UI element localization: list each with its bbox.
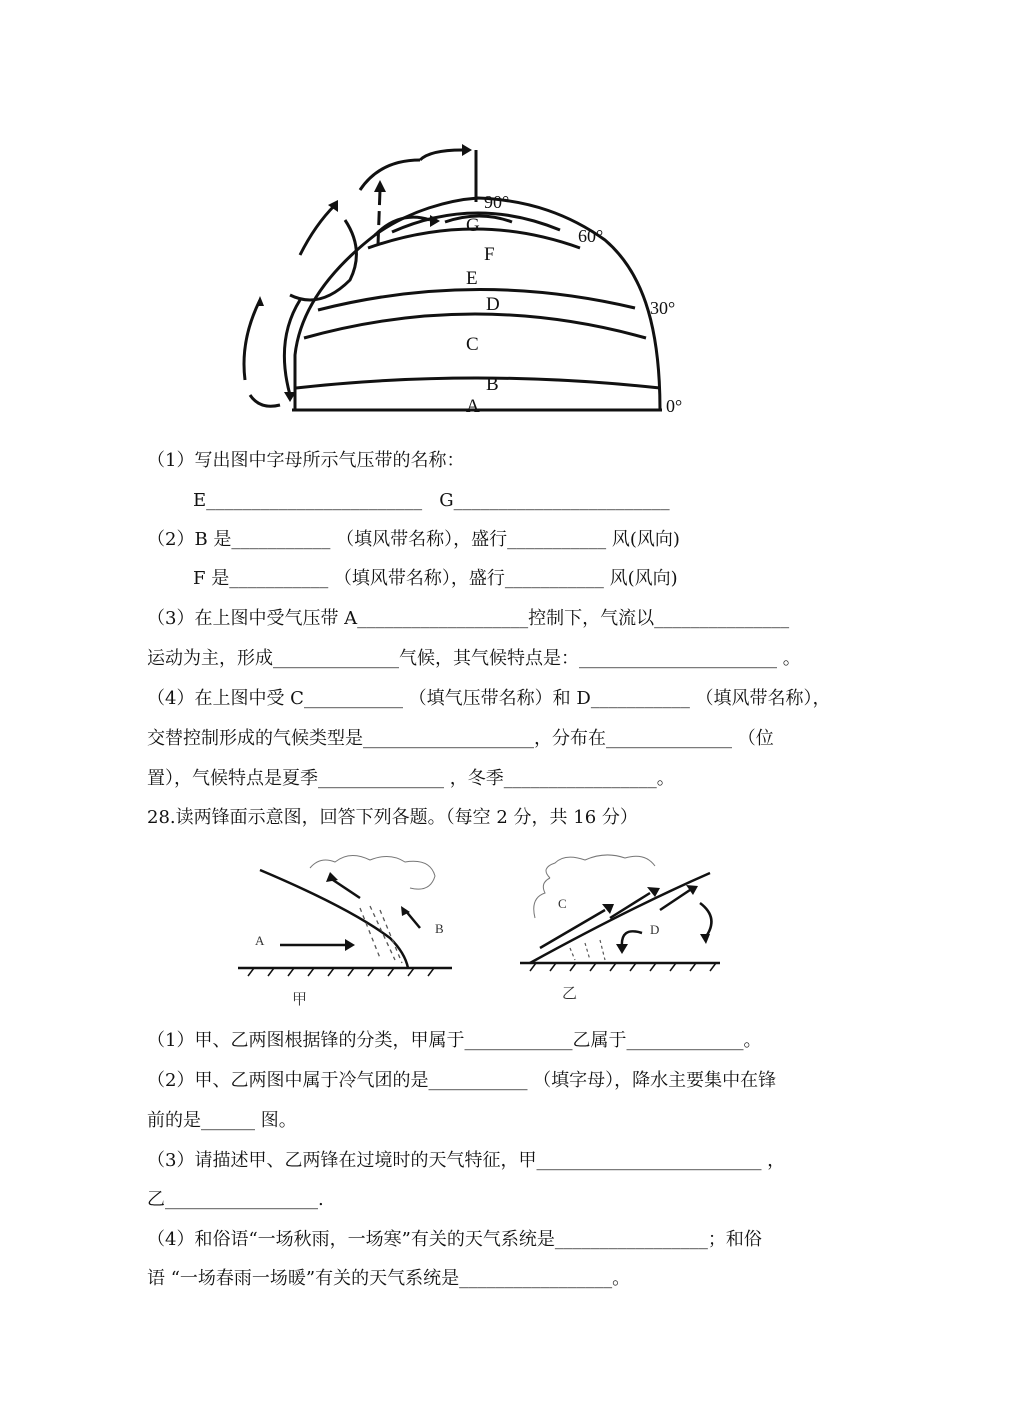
q27-line-4: F 是___________ （填风带名称），盛行___________ 风(风向) (193, 568, 678, 589)
circulation-arrow (420, 150, 462, 160)
arrow-d-curve (700, 903, 711, 938)
q28-line-1: （1）甲、乙两图根据锋的分类，甲属于____________乙属于_____________。 (147, 1030, 762, 1051)
label-c: C (558, 896, 567, 911)
band-line (318, 289, 635, 310)
cloud-left (310, 855, 435, 889)
band-line (296, 378, 660, 388)
zone-label-d: D (486, 294, 500, 315)
cloud-right (534, 855, 655, 918)
q27-line-3: （2）B 是___________ （填风带名称），盛行___________ 风(风向) (147, 529, 680, 550)
q27-line-7: （4）在上图中受 C___________ （填气压带名称）和 D___________ （填风带名称）， (147, 688, 831, 709)
circulation-arrow (360, 160, 420, 190)
q28-line-6: （4）和俗语“一场秋雨，一场寒”有关的天气系统是_________________；和俗 (147, 1229, 762, 1250)
q27-line-9: 置），气候特点是夏季______________ ，冬季_________________。 (147, 768, 675, 789)
circulation-arrow (250, 395, 280, 406)
zone-label-b: B (486, 374, 499, 395)
lat-label-30: 30° (650, 298, 676, 318)
q27-line-8: 交替控制形成的气候类型是___________________，分布在______________ （位 (147, 728, 774, 749)
q27-line-2: E________________________ G________________________ (193, 490, 670, 511)
zone-label-f: F (484, 244, 495, 265)
zone-label-a: A (466, 396, 480, 417)
q28-line-5: 乙_________________. (147, 1189, 324, 1210)
q27-line-6: 运动为主，形成______________气候，其气候特点是：______________________ 。 (147, 648, 801, 669)
lat-label-0: 0° (666, 396, 683, 416)
zone-label-c: C (466, 334, 479, 355)
lat-label-60: 60° (578, 226, 604, 246)
circulation-arrow (284, 300, 300, 395)
circulation-arrow (244, 300, 260, 380)
q27-line-1: （1）写出图中字母所示气压带的名称： (147, 450, 465, 471)
q27-line-5: （3）在上图中受气压带 A___________________控制下，气流以_______________ (147, 608, 790, 629)
rain-left (360, 906, 402, 963)
label-b: B (435, 921, 444, 936)
front-surface-left (260, 870, 408, 968)
arrow-warm-rise-2 (610, 893, 650, 918)
arrow-warm-up (330, 878, 360, 898)
caption-yi: 乙 (562, 986, 578, 1002)
caption-jia: 甲 (292, 992, 308, 1008)
rain-right (570, 940, 605, 960)
label-d: D (650, 922, 660, 937)
zone-label-g: G (466, 215, 480, 236)
q28-title: 28.读两锋面示意图，回答下列各题。（每空 2 分，共 16 分） (147, 807, 638, 828)
pressure-belt-diagram (230, 140, 700, 430)
q28-line-2: （2）甲、乙两图中属于冷气团的是___________ （填字母），降水主要集中在锋 (147, 1070, 777, 1091)
lat-label-90: 90° (484, 192, 510, 212)
circulation-arrow (378, 190, 380, 245)
zone-label-e: E (466, 268, 478, 289)
label-a: A (255, 933, 265, 948)
q28-line-3: 前的是______ 图。 (147, 1110, 297, 1131)
circulation-arrow (300, 205, 335, 255)
q28-line-7: 语 “一场春雨一场暖”有关的天气系统是_________________。 (147, 1268, 631, 1289)
front-diagram (230, 848, 730, 1008)
q28-line-4: （3）请描述甲、乙两锋在过境时的天气特征，甲_________________________ ， (147, 1150, 786, 1171)
